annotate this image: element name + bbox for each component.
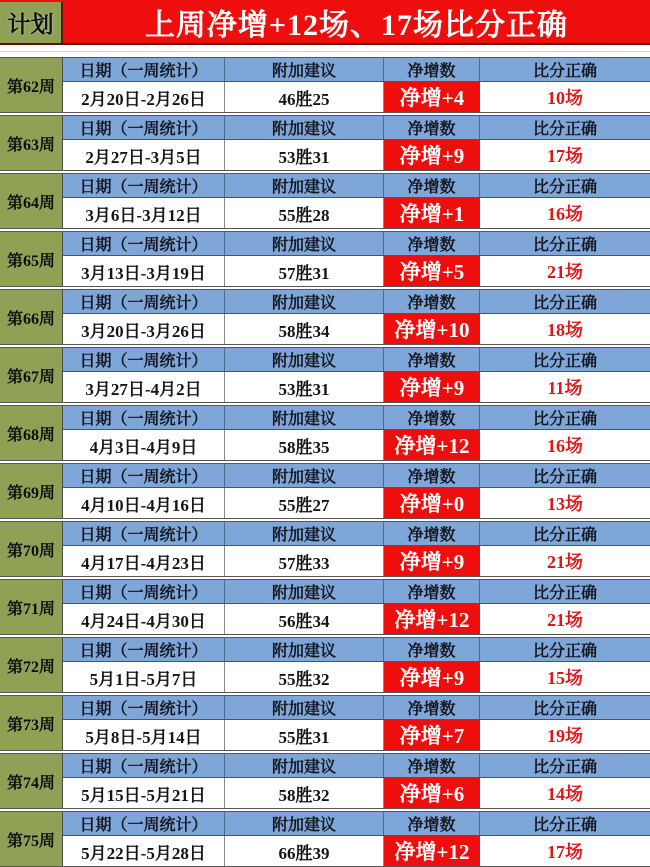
week-rows <box>63 58 650 112</box>
data-row <box>63 604 650 634</box>
column-header-row <box>63 580 650 604</box>
data-row <box>63 488 650 518</box>
header-advice: 附加建议 <box>225 580 384 603</box>
advice-record-cell: 46胜25 <box>225 82 384 112</box>
week-label: 第62周 <box>0 58 63 112</box>
advice-record-cell: 53胜31 <box>225 140 384 170</box>
header-date: 日期（一周统计） <box>63 522 225 545</box>
week-rows <box>63 464 650 518</box>
week-block <box>0 637 650 693</box>
header-net: 净增数 <box>384 754 480 777</box>
net-gain-cell: 净增+10 <box>384 314 480 344</box>
net-gain-cell: 净增+5 <box>384 256 480 286</box>
week-rows <box>63 638 650 692</box>
week-block <box>0 347 650 403</box>
advice-record-cell: 57胜31 <box>225 256 384 286</box>
week-block <box>0 753 650 809</box>
date-range-cell: 4月3日-4月9日 <box>63 430 225 460</box>
header-score: 比分正确 <box>532 63 597 80</box>
net-gain-cell: 净增+9 <box>384 546 480 576</box>
header-date: 日期（一周统计） <box>63 174 225 197</box>
header-score: 比分正确 <box>532 701 597 718</box>
week-rows <box>63 580 650 634</box>
header-score: 比分正确 <box>532 585 597 602</box>
header-date: 日期（一周统计） <box>63 464 225 487</box>
data-row <box>63 82 650 112</box>
week-rows <box>63 754 650 808</box>
week-blocks-container <box>0 57 650 867</box>
date-range-cell: 4月17日-4月23日 <box>63 546 225 576</box>
header-net: 净增数 <box>384 174 480 197</box>
header-net: 净增数 <box>384 464 480 487</box>
date-range-cell: 3月27日-4月2日 <box>63 372 225 402</box>
spacer-row <box>0 45 650 57</box>
correct-score-cell: 13场 <box>547 494 583 514</box>
week-block <box>0 231 650 287</box>
header-advice: 附加建议 <box>225 522 384 545</box>
correct-score-cell: 18场 <box>547 320 583 340</box>
net-gain-cell: 净增+12 <box>384 430 480 460</box>
week-rows <box>63 232 650 286</box>
week-rows <box>63 348 650 402</box>
header-net: 净增数 <box>384 232 480 255</box>
header-score: 比分正确 <box>532 121 597 138</box>
column-header-row <box>63 232 650 256</box>
header-date: 日期（一周统计） <box>63 116 225 139</box>
data-row <box>63 314 650 344</box>
advice-record-cell: 58胜35 <box>225 430 384 460</box>
column-header-row <box>63 58 650 82</box>
column-header-row <box>63 754 650 778</box>
week-label: 第69周 <box>0 464 63 518</box>
date-range-cell: 4月10日-4月16日 <box>63 488 225 518</box>
correct-score-cell: 16场 <box>547 204 583 224</box>
week-block <box>0 173 650 229</box>
net-gain-cell: 净增+12 <box>384 836 480 866</box>
column-header-row <box>63 348 650 372</box>
column-header-row <box>63 116 650 140</box>
header-advice: 附加建议 <box>225 406 384 429</box>
week-rows <box>63 406 650 460</box>
week-label: 第68周 <box>0 406 63 460</box>
week-block <box>0 695 650 751</box>
week-block <box>0 463 650 519</box>
data-row <box>63 662 650 692</box>
correct-score-cell: 21场 <box>547 552 583 572</box>
week-label: 第63周 <box>0 116 63 170</box>
advice-record-cell: 55胜32 <box>225 662 384 692</box>
gridline <box>0 51 650 52</box>
correct-score-cell: 11场 <box>547 378 583 398</box>
header-score: 比分正确 <box>532 643 597 660</box>
data-row <box>63 372 650 402</box>
data-row <box>63 256 650 286</box>
correct-score-cell: 15场 <box>547 668 583 688</box>
data-row <box>63 720 650 750</box>
net-gain-cell: 净增+1 <box>384 198 480 228</box>
net-gain-cell: 净增+9 <box>384 662 480 692</box>
header-advice: 附加建议 <box>225 348 384 371</box>
header-date: 日期（一周统计） <box>63 348 225 371</box>
header-score: 比分正确 <box>532 527 597 544</box>
column-header-row <box>63 406 650 430</box>
date-range-cell: 5月22日-5月28日 <box>63 836 225 866</box>
correct-score-cell: 19场 <box>547 726 583 746</box>
week-label: 第66周 <box>0 290 63 344</box>
date-range-cell: 5月8日-5月14日 <box>63 720 225 750</box>
advice-record-cell: 58胜34 <box>225 314 384 344</box>
header-net: 净增数 <box>384 580 480 603</box>
header-net: 净增数 <box>384 696 480 719</box>
advice-record-cell: 66胜39 <box>225 836 384 866</box>
header-date: 日期（一周统计） <box>63 232 225 255</box>
header-net: 净增数 <box>384 812 480 835</box>
header-advice: 附加建议 <box>225 812 384 835</box>
week-block <box>0 57 650 113</box>
week-label: 第72周 <box>0 638 63 692</box>
header-score: 比分正确 <box>532 469 597 486</box>
correct-score-cell: 17场 <box>547 146 583 166</box>
header-score: 比分正确 <box>532 353 597 370</box>
top-banner-bar <box>0 0 650 45</box>
net-gain-cell: 净增+12 <box>384 604 480 634</box>
header-advice: 附加建议 <box>225 696 384 719</box>
correct-score-cell: 10场 <box>547 88 583 108</box>
header-net: 净增数 <box>384 406 480 429</box>
advice-record-cell: 55胜31 <box>225 720 384 750</box>
week-label: 第65周 <box>0 232 63 286</box>
data-row <box>63 140 650 170</box>
week-rows <box>63 522 650 576</box>
header-net: 净增数 <box>384 638 480 661</box>
header-date: 日期（一周统计） <box>63 754 225 777</box>
correct-score-cell: 17场 <box>547 842 583 862</box>
header-score: 比分正确 <box>532 237 597 254</box>
header-advice: 附加建议 <box>225 116 384 139</box>
week-rows <box>63 174 650 228</box>
data-row <box>63 546 650 576</box>
week-rows <box>63 812 650 866</box>
net-gain-cell: 净增+0 <box>384 488 480 518</box>
week-block <box>0 115 650 171</box>
date-range-cell: 4月24日-4月30日 <box>63 604 225 634</box>
week-block <box>0 405 650 461</box>
week-block <box>0 289 650 345</box>
week-block <box>0 811 650 867</box>
net-gain-cell: 净增+9 <box>384 372 480 402</box>
correct-score-cell: 14场 <box>547 784 583 804</box>
header-score: 比分正确 <box>532 817 597 834</box>
date-range-cell: 2月20日-2月26日 <box>63 82 225 112</box>
header-advice: 附加建议 <box>225 464 384 487</box>
header-score: 比分正确 <box>532 411 597 428</box>
correct-score-cell: 16场 <box>547 436 583 456</box>
header-net: 净增数 <box>384 58 480 81</box>
data-row <box>63 430 650 460</box>
header-advice: 附加建议 <box>225 174 384 197</box>
header-net: 净增数 <box>384 522 480 545</box>
header-score: 比分正确 <box>532 295 597 312</box>
header-score: 比分正确 <box>532 759 597 776</box>
net-gain-cell: 净增+4 <box>384 82 480 112</box>
column-header-row <box>63 696 650 720</box>
advice-record-cell: 53胜31 <box>225 372 384 402</box>
header-net: 净增数 <box>384 348 480 371</box>
header-date: 日期（一周统计） <box>63 638 225 661</box>
header-date: 日期（一周统计） <box>63 812 225 835</box>
date-range-cell: 3月20日-3月26日 <box>63 314 225 344</box>
date-range-cell: 3月13日-3月19日 <box>63 256 225 286</box>
header-advice: 附加建议 <box>225 754 384 777</box>
column-header-row <box>63 290 650 314</box>
net-gain-cell: 净增+7 <box>384 720 480 750</box>
header-advice: 附加建议 <box>225 232 384 255</box>
header-net: 净增数 <box>384 116 480 139</box>
week-label: 第75周 <box>0 812 63 866</box>
data-row <box>63 778 650 808</box>
header-date: 日期（一周统计） <box>63 58 225 81</box>
week-block <box>0 579 650 635</box>
week-rows <box>63 116 650 170</box>
week-block <box>0 521 650 577</box>
week-label: 第67周 <box>0 348 63 402</box>
net-gain-cell: 净增+9 <box>384 140 480 170</box>
advice-record-cell: 55胜27 <box>225 488 384 518</box>
column-header-row <box>63 174 650 198</box>
column-header-row <box>63 522 650 546</box>
week-label: 第71周 <box>0 580 63 634</box>
data-row <box>63 198 650 228</box>
week-rows <box>63 696 650 750</box>
net-gain-cell: 净增+6 <box>384 778 480 808</box>
week-label: 第73周 <box>0 696 63 750</box>
date-range-cell: 5月1日-5月7日 <box>63 662 225 692</box>
plan-label-cell: 计划 <box>0 2 63 43</box>
correct-score-cell: 21场 <box>547 262 583 282</box>
week-label: 第74周 <box>0 754 63 808</box>
header-score: 比分正确 <box>532 179 597 196</box>
week-label: 第70周 <box>0 522 63 576</box>
column-header-row <box>63 638 650 662</box>
data-row <box>63 836 650 866</box>
correct-score-cell: 21场 <box>547 610 583 630</box>
header-advice: 附加建议 <box>225 58 384 81</box>
header-advice: 附加建议 <box>225 290 384 313</box>
date-range-cell: 5月15日-5月21日 <box>63 778 225 808</box>
column-header-row <box>63 812 650 836</box>
header-date: 日期（一周统计） <box>63 696 225 719</box>
advice-record-cell: 58胜32 <box>225 778 384 808</box>
date-range-cell: 2月27日-3月5日 <box>63 140 225 170</box>
header-net: 净增数 <box>384 290 480 313</box>
column-header-row <box>63 464 650 488</box>
header-date: 日期（一周统计） <box>63 580 225 603</box>
week-rows <box>63 290 650 344</box>
date-range-cell: 3月6日-3月12日 <box>63 198 225 228</box>
week-label: 第64周 <box>0 174 63 228</box>
advice-record-cell: 57胜33 <box>225 546 384 576</box>
advice-record-cell: 56胜34 <box>225 604 384 634</box>
header-advice: 附加建议 <box>225 638 384 661</box>
advice-record-cell: 55胜28 <box>225 198 384 228</box>
banner-title: 上周净增+12场、17场比分正确 <box>144 8 569 42</box>
header-date: 日期（一周统计） <box>63 290 225 313</box>
header-date: 日期（一周统计） <box>63 406 225 429</box>
